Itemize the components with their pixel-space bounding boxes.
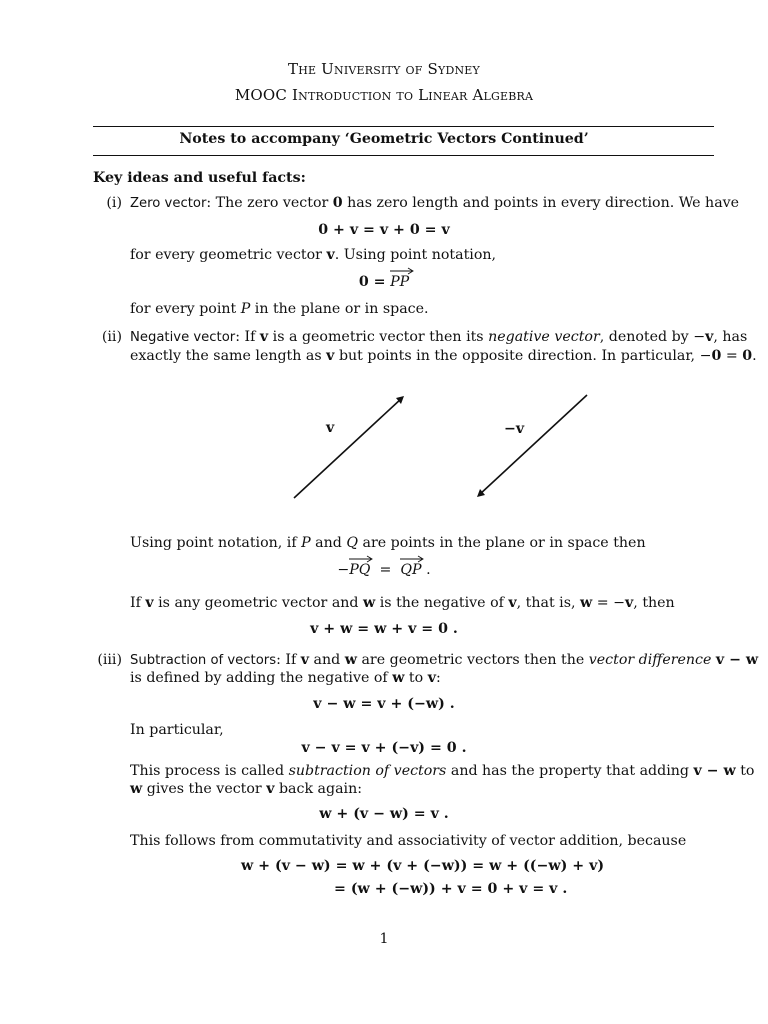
item-ii-point-notation: Using point notation, if P and Q are points in the plane or in space then bbox=[130, 535, 646, 551]
vector-figure bbox=[270, 385, 610, 510]
item-i-text-3: for every point P in the plane or in space. bbox=[130, 301, 429, 317]
notes-title: Notes to accompany ‘Geometric Vectors Continued’ bbox=[179, 131, 589, 147]
overrightarrow-qp: QP bbox=[400, 562, 421, 578]
item-number-iii: (iii) bbox=[97, 652, 122, 668]
item-i-label: Zero vector bbox=[130, 196, 207, 211]
equation-proof-line-1: w + (v − w) = w + (v + (−w)) = w + ((−w) + v) bbox=[241, 858, 605, 874]
item-iii-process-line-2: w gives the vector v back again: bbox=[130, 781, 363, 797]
equation-proof-line-2: = (w + (−w)) + v = 0 + v = v . bbox=[334, 881, 568, 897]
equation-difference: v − w = v + (−w) . bbox=[313, 696, 455, 712]
arrow-over-icon bbox=[390, 267, 414, 275]
item-i-text-2: for every geometric vector v. Using point notation, bbox=[130, 247, 497, 263]
item-iii-process-line-1: This process is called subtraction of vectors and has the property that adding v − w to bbox=[130, 763, 755, 779]
university-name: The University of Sydney bbox=[287, 60, 480, 78]
overrightarrow-pp: PP bbox=[390, 274, 409, 290]
item-ii-label: Negative vector bbox=[130, 330, 236, 345]
item-iii-line-2: is defined by adding the negative of w to v: bbox=[130, 670, 441, 686]
item-number-ii: (ii) bbox=[101, 329, 122, 345]
equation-zero-sum: 0 + v = v + 0 = v bbox=[318, 222, 450, 238]
arrow-over-icon bbox=[400, 555, 424, 563]
item-ii-line-1: Negative vector: If v is a geometric vector then its negative vector, denoted by −v, has bbox=[130, 329, 748, 345]
item-iii-label: Subtraction of vectors bbox=[130, 653, 277, 668]
equation-v-minus-v: v − v = v + (−v) = 0 . bbox=[301, 740, 467, 756]
vector-v-line bbox=[294, 398, 402, 498]
equation-w-plus-difference: w + (v − w) = v . bbox=[319, 806, 449, 822]
equation-zero-pp: 0 = PP bbox=[0, 274, 768, 290]
item-i-line: Zero vector: The zero vector 0 has zero length and points in every direction. We have bbox=[130, 195, 740, 211]
item-ii-line-2: exactly the same length as v but points in the opposite direction. In particular, −0 = 0. bbox=[130, 348, 757, 364]
figure-label-v: v bbox=[326, 420, 335, 436]
equation-neg-pq: − PQ = QP . bbox=[0, 562, 768, 578]
page-number: 1 bbox=[379, 931, 389, 947]
vector-neg-v-line bbox=[479, 395, 587, 495]
figure-label-neg-v: −v bbox=[504, 421, 525, 437]
overrightarrow-pq: PQ bbox=[349, 562, 370, 578]
arrow-over-icon bbox=[349, 555, 373, 563]
section-heading: Key ideas and useful facts: bbox=[93, 170, 306, 186]
in-particular-text: In particular, bbox=[130, 722, 224, 738]
item-iii-line-1: Subtraction of vectors: If v and w are geometric vectors then the vector difference v − w bbox=[130, 652, 759, 668]
course-title: MOOC Introduction to Linear Algebra bbox=[234, 86, 534, 104]
follows-text: This follows from commutativity and associativity of vector addition, because bbox=[130, 833, 687, 849]
item-number-i: (i) bbox=[106, 195, 122, 211]
bottom-rule bbox=[93, 155, 714, 156]
item-ii-negative-text: If v is any geometric vector and w is the negative of v, that is, w = −v, then bbox=[130, 595, 675, 611]
top-rule bbox=[93, 126, 714, 127]
equation-v-plus-w: v + w = w + v = 0 . bbox=[310, 621, 458, 637]
